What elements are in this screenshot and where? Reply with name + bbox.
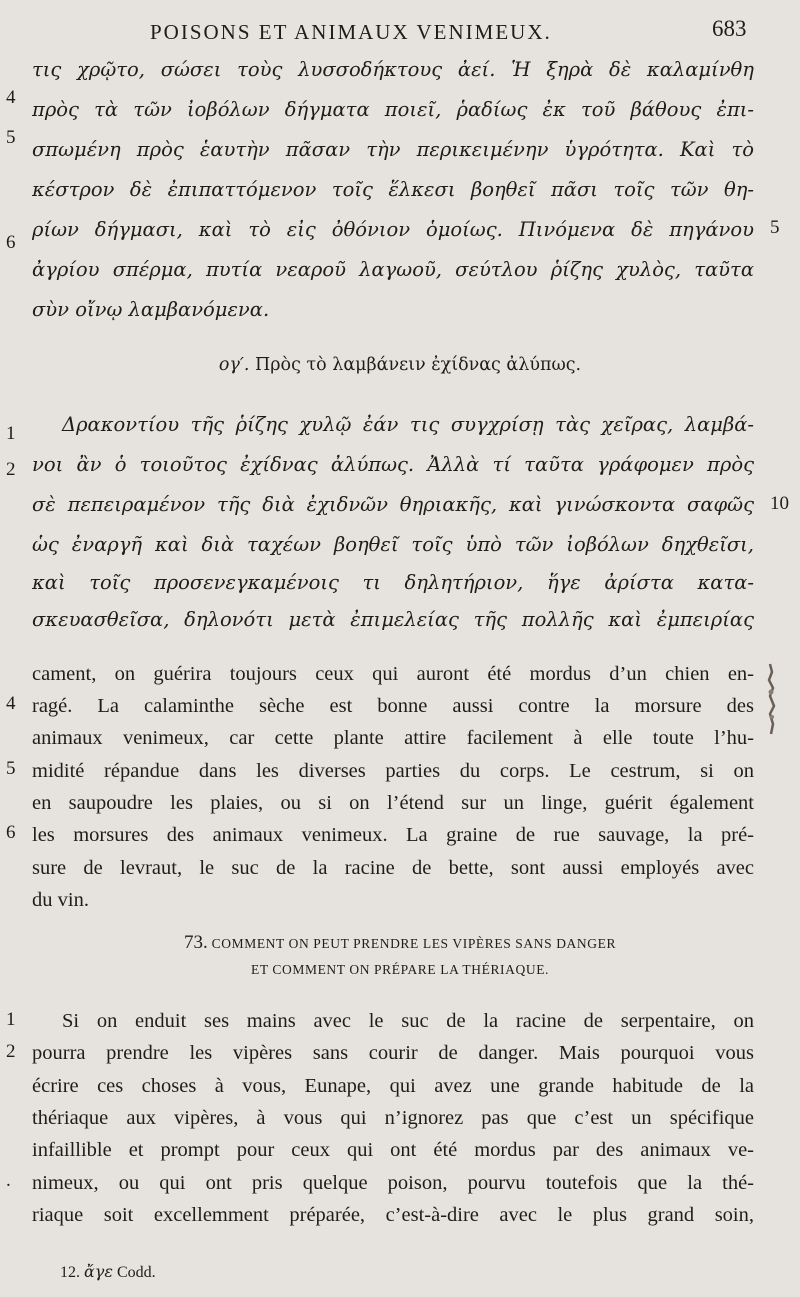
greek-line: σκευασθεῖσα, δηλονότι μετὰ ἐπιμελείας τῆς πολλῆς καὶ ἐμπειρίας bbox=[32, 608, 754, 631]
greek-line: ρίων δήγμασι, καὶ τὸ εἰς ὀθόνιον ὁμοίως. Πινόμενα δὲ πηγάνου bbox=[32, 218, 754, 241]
french-line: nimeux, ou qui ont pris quelque poison, pourvu toutefois que la thé- bbox=[32, 1172, 754, 1194]
french-line: les morsures des animaux venimeux. La graine de rue sauvage, la pré- bbox=[32, 824, 754, 846]
greek-section-title: Πρὸς τὸ λαμβάνειν ἐχίδνας ἀλύπως. bbox=[255, 355, 582, 375]
french-section-heading-line2: ET COMMENT ON PRÉPARE LA THÉRIAQUE. bbox=[250, 962, 550, 977]
french-line: thériaque aux vipères, à vous qui n’ignorez pas que c’est un spécifique bbox=[32, 1107, 754, 1129]
running-title: POISONS ET ANIMAUX VENIMEUX. bbox=[150, 20, 552, 44]
ink-smudge-mark bbox=[764, 662, 778, 736]
margin-line-number-right: 5 bbox=[770, 217, 780, 238]
greek-line: Δρακοντίου τῆς ῥίζης χυλῷ ἐάν τις συγχρίσῃ τὰς χεῖρας, λαμβά- bbox=[62, 413, 754, 436]
french-section-title-line1: COMMENT ON PEUT PRENDRE LES VIPÈRES SANS DANGER bbox=[211, 936, 617, 951]
running-header bbox=[0, 14, 800, 44]
greek-line: κέστρον δὲ ἐπιπαττόμενον τοῖς ἕλκεσι βοηθεῖ πᾶσι τοῖς τῶν θη- bbox=[32, 178, 754, 201]
french-line: infaillible et prompt pour ceux qui ont été mordus par des animaux ve- bbox=[32, 1139, 754, 1161]
french-line: pourra prendre les vipères sans courir de danger. Mais pourquoi vous bbox=[32, 1042, 754, 1064]
greek-line: σπωμένη πρὸς ἑαυτὴν πᾶσαν τὴν περικειμένην ὑγρότητα. Καὶ τὸ bbox=[32, 138, 754, 161]
greek-line: ἀγρίου σπέρμα, πυτία νεαροῦ λαγωοῦ, σεύτλου ῥίζης χυλὸς, ταῦτα bbox=[32, 258, 754, 281]
margin-line-number-right: 10 bbox=[770, 493, 789, 514]
margin-mark: . bbox=[6, 1170, 11, 1191]
margin-line-number: 1 bbox=[6, 423, 16, 444]
french-section-heading bbox=[0, 932, 800, 954]
margin-line-number: 6 bbox=[6, 822, 16, 843]
greek-line: νοι ἂν ὁ τοιοῦτος ἐχίδνας ἀλύπως. Ἀλλὰ τί ταῦτα γράφομεν πρὸς bbox=[32, 453, 754, 476]
greek-section-heading bbox=[0, 355, 800, 375]
greek-line: σὺν οἴνῳ λαμβανόμενα. bbox=[32, 298, 270, 321]
margin-line-number: 1 bbox=[6, 1009, 16, 1030]
french-line: riaque soit excellemment préparée, c’est-à-dire avec le plus grand soin, bbox=[32, 1204, 754, 1226]
french-section-number: 73. bbox=[183, 932, 208, 953]
margin-line-number: 5 bbox=[6, 127, 16, 148]
margin-line-number: 6 bbox=[6, 232, 16, 253]
margin-line-number: 2 bbox=[6, 1041, 16, 1062]
greek-line: πρὸς τὰ τῶν ἰοβόλων δήγματα ποιεῖ, ῥαδίως ἐκ τοῦ βάθους ἐπι- bbox=[32, 98, 754, 121]
french-line: en saupoudre les plaies, ou si on l’étend sur un linge, guérit également bbox=[32, 792, 754, 814]
footnote-text: Codd. bbox=[116, 1264, 156, 1281]
greek-line: σὲ πεπειραμένον τῆς διὰ ἐχιδνῶν θηριακῆς, καὶ γινώσκοντα σαφῶς bbox=[32, 493, 754, 516]
french-line: sure de levraut, le suc de la racine de bette, sont aussi employés avec bbox=[32, 857, 754, 879]
french-line: Si on enduit ses mains avec le suc de la racine de serpentaire, on bbox=[62, 1010, 754, 1032]
margin-line-number: 4 bbox=[6, 87, 16, 108]
page-number: 683 bbox=[712, 16, 747, 41]
greek-section-number: ογ′. bbox=[218, 355, 250, 375]
french-line: écrire ces choses à vous, Eunape, qui avez une grande habitude de la bbox=[32, 1075, 754, 1097]
footnote bbox=[60, 1262, 156, 1282]
french-line: du vin. bbox=[32, 889, 89, 911]
footnote-number: 12. bbox=[60, 1264, 80, 1281]
french-line: midité répandue dans les diverses parties du corps. Le cestrum, si on bbox=[32, 760, 754, 782]
greek-line: καὶ τοῖς προσενεγκαμένοις τι δηλητήριον, ἥγε ἀρίστα κατα- bbox=[32, 571, 754, 594]
footnote-greek: ἄγε bbox=[84, 1262, 113, 1281]
french-line: ragé. La calaminthe sèche est bonne aussi contre la morsure des bbox=[32, 695, 754, 717]
french-line: animaux venimeux, car cette plante attire facilement à elle toute l’hu- bbox=[32, 727, 754, 749]
margin-line-number: 5 bbox=[6, 758, 16, 779]
french-line: cament, on guérira toujours ceux qui auront été mordus d’un chien en- bbox=[32, 663, 754, 685]
margin-line-number: 4 bbox=[6, 693, 16, 714]
margin-line-number: 2 bbox=[6, 459, 16, 480]
greek-line: τις χρῷτο, σώσει τοὺς λυσσοδήκτους ἀεί. Ἡ ξηρὰ δὲ καλαμίνθη bbox=[32, 58, 754, 81]
greek-line: ὡς ἐναργῆ καὶ διὰ ταχέων βοηθεῖ τοῖς ὑπὸ τῶν ἰοβόλων δηχθεῖσι, bbox=[32, 533, 754, 556]
